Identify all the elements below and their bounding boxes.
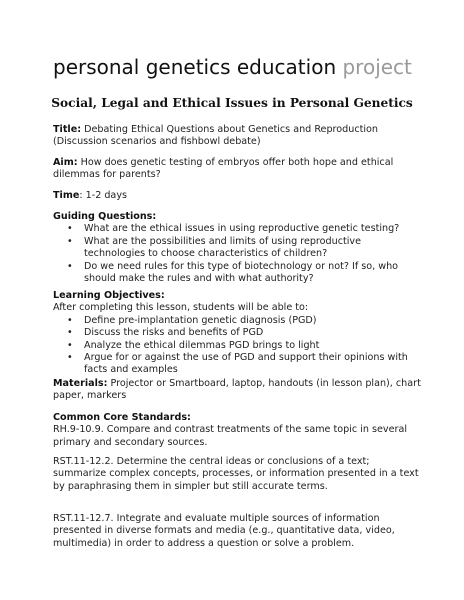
title-section (53, 124, 423, 149)
list-item: • What are the ethical issues in using reproductive genetic testing? (53, 223, 423, 235)
list-item: • Define pre-implantation genetic diagnosis (PGD) (53, 315, 423, 327)
aim-label: Aim: (53, 157, 78, 168)
learning-objectives-list (53, 315, 423, 377)
title-text: Debating Ethical Questions about Genetics and Reproduction (Discussion scenarios and fishbowl debate) (53, 124, 378, 148)
materials-label: Materials: (53, 378, 108, 389)
brand-header (53, 55, 412, 79)
materials-text: Projector or Smartboard, laptop, handouts (in lesson plan), chart paper, markers (53, 378, 421, 402)
learning-objectives-label: Learning Objectives: (53, 290, 165, 301)
guiding-questions-label: Guiding Questions: (53, 211, 157, 222)
aim-text: How does genetic testing of embryos offer both hope and ethical dilemmas for parents? (53, 157, 394, 181)
standard-rst-11-12-7: RST.11-12.7. Integrate and evaluate multiple sources of information presented in diverse formats and media (e.g., quantitative data, video, multimedia) in order to address a question or solve a problem. (53, 513, 395, 549)
guiding-questions-section (53, 211, 423, 285)
brand-name: personal genetics education (53, 55, 337, 79)
list-item: • Argue for or against the use of PGD and support their opinions with facts and examples (53, 352, 423, 377)
standard-block (53, 456, 423, 493)
time-label: Time (53, 190, 80, 201)
standard-block (53, 513, 423, 550)
learning-objectives-section (53, 290, 423, 377)
materials-section (53, 378, 423, 403)
time-section (53, 190, 423, 202)
standard-rh-9-10-9: RH.9-10.9. Compare and contrast treatments of the same topic in several primary and secondary sources. (53, 424, 407, 448)
document-title: Social, Legal and Ethical Issues in Personal Genetics (51, 96, 413, 110)
list-item: • Do we need rules for this type of biotechnology or not? If so, who should make the rules and with what authority? (53, 261, 423, 286)
standard-rst-11-12-2: RST.11-12.2. Determine the central ideas or conclusions of a text; summarize complex concepts, processes, or information presented in a text by paraphrasing them in simpler but still accurate terms. (53, 456, 419, 492)
common-core-label: Common Core Standards: (53, 412, 191, 423)
list-item: • Discuss the risks and benefits of PGD (53, 327, 423, 339)
brand-suffix: project (342, 55, 412, 79)
guiding-questions-list (53, 223, 423, 285)
learning-objectives-intro: After completing this lesson, students will be able to: (53, 302, 309, 314)
list-item: • Analyze the ethical dilemmas PGD brings to light (53, 340, 423, 352)
aim-section (53, 157, 423, 182)
list-item: • What are the possibilities and limits of using reproductive technologies to choose characteristics of children? (53, 236, 423, 261)
title-label: Title: (53, 124, 82, 135)
time-text: : 1-2 days (79, 190, 127, 201)
common-core-section (53, 412, 423, 449)
